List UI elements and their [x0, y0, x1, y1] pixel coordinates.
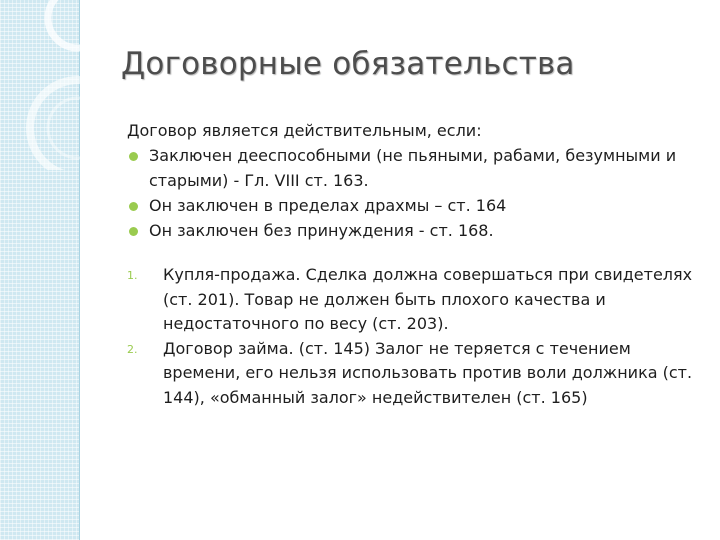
bullet-item: [127, 143, 697, 193]
bullet-text: Он заключен без принуждения - ст. 168.: [149, 221, 494, 240]
bullet-item: [127, 193, 697, 218]
list-number: 1.: [127, 269, 138, 282]
bullet-text: Заключен дееспособными (не пьяными, рабами, безумными и старыми) - Гл. VIII ст. 163.: [149, 146, 677, 190]
bullet-text: Он заключен в пределах драхмы – ст. 164: [149, 196, 507, 215]
bullet-item: [127, 218, 697, 243]
slide-title: Договорные обязательства: [121, 46, 575, 82]
decorative-arcs-icon: [0, 0, 140, 170]
list-number: 2.: [127, 342, 138, 356]
numbered-item: [127, 337, 697, 411]
slide-content: [127, 118, 697, 410]
bullet-icon: [129, 152, 138, 161]
numbered-item: [127, 263, 697, 337]
numbered-text: Купля-продажа. Сделка должна совершаться при свидетелях (ст. 201). Товар не должен быть плохого качества и недостаточного по весу (ст. 203).: [163, 265, 693, 333]
bullet-list: [127, 143, 697, 243]
bullet-icon: [129, 202, 138, 211]
numbered-list: [127, 263, 697, 410]
numbered-text: Договор займа. (ст. 145) Залог не теряется с течением времени, его нельзя использовать против воли должника (ст. 144), «обманный залог» недействителен (ст. 165): [163, 338, 693, 407]
intro-text: Договор является действительным, если:: [127, 121, 482, 140]
bullet-icon: [129, 227, 138, 236]
